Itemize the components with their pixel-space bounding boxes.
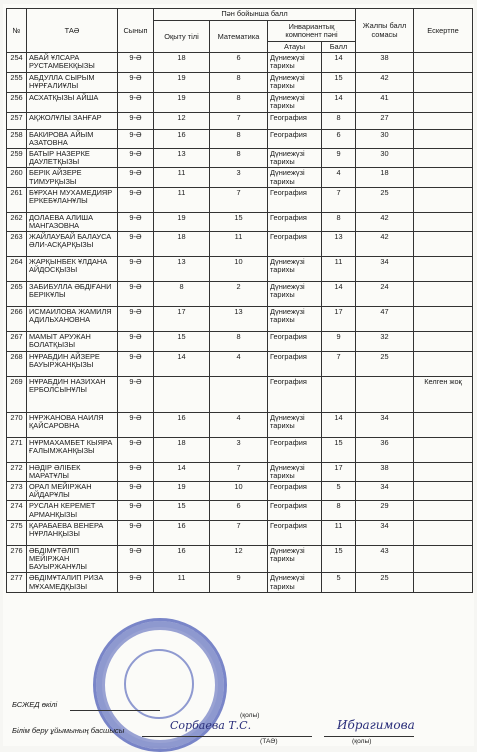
class-cell: 9-Ә (118, 212, 154, 231)
invariant-subject: Дүниежүзі тарихы (268, 149, 322, 168)
table-row (7, 482, 473, 501)
student-name: БҰРХАН МУХАМЕДИЯР ЕРКЕБҰЛАНҰЛЫ (27, 187, 118, 212)
student-name: АБДУЛЛА СЫРЫМ НҰРҒАЛИҰЛЫ (27, 73, 118, 93)
invariant-score-header: Балл (322, 42, 356, 53)
row-number: 270 (7, 412, 27, 437)
class-cell: 9-Ә (118, 482, 154, 501)
invariant-score: 14 (322, 93, 356, 112)
student-name: ДОЛАЕВА АЛИША МАНГАЗОВНА (27, 212, 118, 231)
invariant-score: 8 (322, 112, 356, 129)
language-score: 19 (154, 73, 210, 93)
class-cell: 9-Ә (118, 168, 154, 187)
note-cell (414, 73, 473, 93)
note-cell (414, 501, 473, 520)
table-row (7, 332, 473, 351)
table-row (7, 149, 473, 168)
invariant-score: 14 (322, 412, 356, 437)
class-cell: 9-Ә (118, 376, 154, 412)
total-score: 41 (356, 93, 414, 112)
student-name: НҰРМАХАМБЕТ КЫЯРА ҒАЛЫМЖАНҚЫЗЫ (27, 437, 118, 462)
class-cell: 9-Ә (118, 351, 154, 376)
math-score: 7 (210, 112, 268, 129)
invariant-subject: Дүниежүзі тарихы (268, 168, 322, 187)
invariant-score: 9 (322, 332, 356, 351)
language-score: 11 (154, 573, 210, 592)
language-score: 16 (154, 520, 210, 545)
language-score (154, 376, 210, 412)
row-number: 262 (7, 212, 27, 231)
language-score: 18 (154, 232, 210, 257)
math-score: 7 (210, 187, 268, 212)
table-row (7, 93, 473, 112)
math-score: 13 (210, 307, 268, 332)
invariant-subject: География (268, 129, 322, 148)
total-score: 42 (356, 212, 414, 231)
class-cell: 9-Ә (118, 520, 154, 545)
table-row (7, 545, 473, 573)
note-cell (414, 112, 473, 129)
row-number: 274 (7, 501, 27, 520)
col-class-header: Сынып (118, 9, 154, 53)
math-score: 8 (210, 149, 268, 168)
invariant-score: 5 (322, 482, 356, 501)
class-cell: 9-Ә (118, 93, 154, 112)
note-cell (414, 282, 473, 307)
language-score: 14 (154, 462, 210, 481)
student-name: ҚАРАБАЕВА ВЕНЕРА НҰРЛАНҚЫЗЫ (27, 520, 118, 545)
math-score: 11 (210, 232, 268, 257)
class-cell: 9-Ә (118, 53, 154, 73)
invariant-score: 9 (322, 149, 356, 168)
class-cell: 9-Ә (118, 112, 154, 129)
math-score: 3 (210, 168, 268, 187)
row-number: 265 (7, 282, 27, 307)
note-cell (414, 187, 473, 212)
invariant-subject: География (268, 482, 322, 501)
student-name: ӘБДІМҰТАЛИП РИЗА МҰХАМЕДҚЫЗЫ (27, 573, 118, 592)
language-score: 15 (154, 501, 210, 520)
invariant-subject: Дүниежүзі тарихы (268, 282, 322, 307)
total-score: 42 (356, 232, 414, 257)
math-score: 8 (210, 129, 268, 148)
math-score: 10 (210, 482, 268, 501)
math-score: 4 (210, 412, 268, 437)
invariant-score: 15 (322, 73, 356, 93)
subjects-group-header: Пән бойынша балл (154, 9, 356, 21)
total-score: 34 (356, 412, 414, 437)
language-score: 11 (154, 187, 210, 212)
table-row (7, 307, 473, 332)
total-score: 25 (356, 573, 414, 592)
invariant-subject: Дүниежүзі тарихы (268, 307, 322, 332)
note-cell (414, 437, 473, 462)
total-score: 30 (356, 149, 414, 168)
total-score: 25 (356, 351, 414, 376)
table-row (7, 501, 473, 520)
invariant-score: 4 (322, 168, 356, 187)
head-name-line (142, 736, 312, 737)
invariant-score: 17 (322, 462, 356, 481)
invariant-score: 14 (322, 282, 356, 307)
table-row (7, 232, 473, 257)
class-cell: 9-Ә (118, 232, 154, 257)
note-cell (414, 149, 473, 168)
language-score: 14 (154, 351, 210, 376)
table-row (7, 412, 473, 437)
math-score: 6 (210, 53, 268, 73)
total-score: 34 (356, 520, 414, 545)
col-total-header: Жалпы балл сомасы (356, 9, 414, 53)
signature-block (12, 690, 472, 746)
student-name: ОРАЛ МЕЙІРЖАН АЙДАРҰЛЫ (27, 482, 118, 501)
math-score (210, 376, 268, 412)
note-cell (414, 545, 473, 573)
row-number: 263 (7, 232, 27, 257)
invariant-score: 15 (322, 545, 356, 573)
row-number: 267 (7, 332, 27, 351)
total-score: 38 (356, 462, 414, 481)
row-number: 273 (7, 482, 27, 501)
col-no-header: № (7, 9, 27, 53)
note-cell (414, 332, 473, 351)
table-row (7, 462, 473, 481)
student-name: БАКИРОВА АЙЫМ АЗАТОВНА (27, 129, 118, 148)
note-cell (414, 212, 473, 231)
student-name: МАМЫТ АРУЖАН БОЛАТҚЫЗЫ (27, 332, 118, 351)
class-cell: 9-Ә (118, 412, 154, 437)
class-cell: 9-Ә (118, 545, 154, 573)
student-name: НӘДІР ӘЛІБЕК МАРАТҰЛЫ (27, 462, 118, 481)
student-name: НҰРАБДИН АЙЗЕРЕ БАУЫРЖАНҚЫЗЫ (27, 351, 118, 376)
table-row (7, 129, 473, 148)
invariant-subject: Дүниежүзі тарихы (268, 257, 322, 282)
class-cell: 9-Ә (118, 257, 154, 282)
language-score: 15 (154, 332, 210, 351)
language-score: 19 (154, 212, 210, 231)
total-score: 18 (356, 168, 414, 187)
language-score: 18 (154, 437, 210, 462)
results-table (6, 8, 473, 593)
invariant-score: 8 (322, 501, 356, 520)
note-cell (414, 412, 473, 437)
invariant-score: 14 (322, 53, 356, 73)
invariant-subject: География (268, 187, 322, 212)
table-row (7, 282, 473, 307)
language-score: 19 (154, 482, 210, 501)
note-cell (414, 93, 473, 112)
invariant-score: 6 (322, 129, 356, 148)
row-number: 271 (7, 437, 27, 462)
total-score: 42 (356, 73, 414, 93)
invariant-subject: Дүниежүзі тарихы (268, 53, 322, 73)
total-score: 47 (356, 307, 414, 332)
student-name: НҰРЖАНОВА НАИЛЯ ҚАЙСАРОВНА (27, 412, 118, 437)
note-cell (414, 232, 473, 257)
row-number: 260 (7, 168, 27, 187)
math-score: 9 (210, 573, 268, 592)
language-score: 12 (154, 112, 210, 129)
language-score: 16 (154, 412, 210, 437)
math-score: 6 (210, 501, 268, 520)
invariant-subject: География (268, 232, 322, 257)
row-number: 277 (7, 573, 27, 592)
row-number: 268 (7, 351, 27, 376)
language-score: 18 (154, 53, 210, 73)
representative-label: БСЖЕД өкілі (12, 700, 58, 709)
student-name: НҰРАБДИН НАЗИХАН ЕРБОЛСЫНҰЛЫ (27, 376, 118, 412)
invariant-header: Инвариантық компонент пәні (268, 21, 356, 42)
student-name: АҚЖОЛҰЛЫ ЗАНҒАР (27, 112, 118, 129)
class-cell: 9-Ә (118, 307, 154, 332)
col-math-header: Математика (210, 21, 268, 53)
class-cell: 9-Ә (118, 129, 154, 148)
signature-caption-2: (қолы) (352, 738, 372, 745)
class-cell: 9-Ә (118, 501, 154, 520)
student-name: РУСЛАН КЕРЕМЕТ АРМАНҚЫЗЫ (27, 501, 118, 520)
class-cell: 9-Ә (118, 282, 154, 307)
total-score: 30 (356, 129, 414, 148)
invariant-subject: География (268, 501, 322, 520)
table-row (7, 73, 473, 93)
student-name: АСХАТҚЫЗЫ АЙША (27, 93, 118, 112)
total-score: 34 (356, 257, 414, 282)
table-row (7, 376, 473, 412)
invariant-score: 17 (322, 307, 356, 332)
handwritten-signature: Ибрагимова (337, 718, 415, 732)
invariant-subject: География (268, 520, 322, 545)
total-score: 34 (356, 482, 414, 501)
row-number: 276 (7, 545, 27, 573)
math-score: 12 (210, 545, 268, 573)
math-score: 8 (210, 332, 268, 351)
math-score: 10 (210, 257, 268, 282)
table-row (7, 212, 473, 231)
math-score: 2 (210, 282, 268, 307)
row-number: 254 (7, 53, 27, 73)
note-cell: Келген жоқ (414, 376, 473, 412)
student-name: ЗАБИБУЛЛА ӘБДІҒАНИ БЕРІКҰЛЫ (27, 282, 118, 307)
note-cell (414, 168, 473, 187)
table-row (7, 187, 473, 212)
class-cell: 9-Ә (118, 187, 154, 212)
col-language-header: Оқыту тілі (154, 21, 210, 53)
language-score: 19 (154, 93, 210, 112)
total-score: 24 (356, 282, 414, 307)
invariant-score: 7 (322, 187, 356, 212)
total-score: 27 (356, 112, 414, 129)
table-row (7, 351, 473, 376)
note-cell (414, 129, 473, 148)
student-name: ӘБДІМҰТӘЛІП МЕЙІРЖАН БАУЫРЖАНҰЛЫ (27, 545, 118, 573)
invariant-subject: Дүниежүзі тарихы (268, 462, 322, 481)
row-number: 266 (7, 307, 27, 332)
row-number: 261 (7, 187, 27, 212)
invariant-subject: Дүниежүзі тарихы (268, 573, 322, 592)
total-score: 25 (356, 187, 414, 212)
note-cell (414, 482, 473, 501)
invariant-subject: География (268, 437, 322, 462)
invariant-name-header: Атауы (268, 42, 322, 53)
language-score: 16 (154, 129, 210, 148)
total-score: 36 (356, 437, 414, 462)
table-row (7, 112, 473, 129)
language-score: 13 (154, 149, 210, 168)
invariant-subject: География (268, 376, 322, 412)
note-cell (414, 351, 473, 376)
total-score: 32 (356, 332, 414, 351)
table-row (7, 168, 473, 187)
student-name: АБАЙ ҰЛСАРА РУСТАМБЕКҚЫЗЫ (27, 53, 118, 73)
row-number: 259 (7, 149, 27, 168)
math-score: 3 (210, 437, 268, 462)
invariant-score (322, 376, 356, 412)
table-row (7, 573, 473, 592)
invariant-score: 11 (322, 520, 356, 545)
class-cell: 9-Ә (118, 332, 154, 351)
math-score: 7 (210, 462, 268, 481)
row-number: 272 (7, 462, 27, 481)
student-name: БАТЫР НАЗЕРКЕ ДАУЛЕТҚЫЗЫ (27, 149, 118, 168)
language-score: 8 (154, 282, 210, 307)
language-score: 11 (154, 168, 210, 187)
invariant-score: 13 (322, 232, 356, 257)
row-number: 275 (7, 520, 27, 545)
signature-caption: (қолы) (240, 712, 260, 719)
invariant-score: 7 (322, 351, 356, 376)
invariant-subject: Дүниежүзі тарихы (268, 73, 322, 93)
table-row (7, 520, 473, 545)
handwritten-name: Сорбаева Т.С. (170, 719, 252, 732)
name-caption: (ТАӘ) (260, 738, 278, 745)
language-score: 13 (154, 257, 210, 282)
invariant-subject: География (268, 351, 322, 376)
student-name: ЖАЙЛАУБАЙ БАЛАУСА ӘЛИ-АСҚАРҚЫЗЫ (27, 232, 118, 257)
note-cell (414, 462, 473, 481)
total-score: 29 (356, 501, 414, 520)
language-score: 16 (154, 545, 210, 573)
class-cell: 9-Ә (118, 73, 154, 93)
invariant-score: 5 (322, 573, 356, 592)
invariant-subject: География (268, 112, 322, 129)
class-cell: 9-Ә (118, 437, 154, 462)
total-score (356, 376, 414, 412)
row-number: 269 (7, 376, 27, 412)
head-label: Білім беру ұйымының басшысы (12, 726, 125, 735)
table-row (7, 53, 473, 73)
math-score: 7 (210, 520, 268, 545)
student-name: ЖАРҚЫНБЕК ҰЛДАНА АЙДОСҚЫЗЫ (27, 257, 118, 282)
row-number: 258 (7, 129, 27, 148)
invariant-subject: Дүниежүзі тарихы (268, 93, 322, 112)
class-cell: 9-Ә (118, 462, 154, 481)
note-cell (414, 520, 473, 545)
student-name: ИСМАИЛОВА ЖАМИЛЯ АДИЛЬХАНОВНА (27, 307, 118, 332)
class-cell: 9-Ә (118, 149, 154, 168)
math-score: 15 (210, 212, 268, 231)
representative-line (70, 710, 160, 711)
col-name-header: ТАӘ (27, 9, 118, 53)
row-number: 257 (7, 112, 27, 129)
note-cell (414, 307, 473, 332)
table-row (7, 257, 473, 282)
invariant-subject: Дүниежүзі тарихы (268, 412, 322, 437)
invariant-score: 11 (322, 257, 356, 282)
invariant-score: 8 (322, 212, 356, 231)
invariant-score: 15 (322, 437, 356, 462)
row-number: 256 (7, 93, 27, 112)
invariant-subject: Дүниежүзі тарихы (268, 545, 322, 573)
head-signature-line (324, 736, 414, 737)
table-row (7, 437, 473, 462)
col-note-header: Ескертпе (414, 9, 473, 53)
note-cell (414, 53, 473, 73)
invariant-subject: География (268, 332, 322, 351)
student-name: БЕРІК АЙЗЕРЕ ТИМУРҚЫЗЫ (27, 168, 118, 187)
note-cell (414, 257, 473, 282)
row-number: 264 (7, 257, 27, 282)
row-number: 255 (7, 73, 27, 93)
math-score: 8 (210, 73, 268, 93)
class-cell: 9-Ә (118, 573, 154, 592)
invariant-subject: География (268, 212, 322, 231)
math-score: 8 (210, 93, 268, 112)
total-score: 43 (356, 545, 414, 573)
note-cell (414, 573, 473, 592)
math-score: 4 (210, 351, 268, 376)
total-score: 38 (356, 53, 414, 73)
language-score: 17 (154, 307, 210, 332)
